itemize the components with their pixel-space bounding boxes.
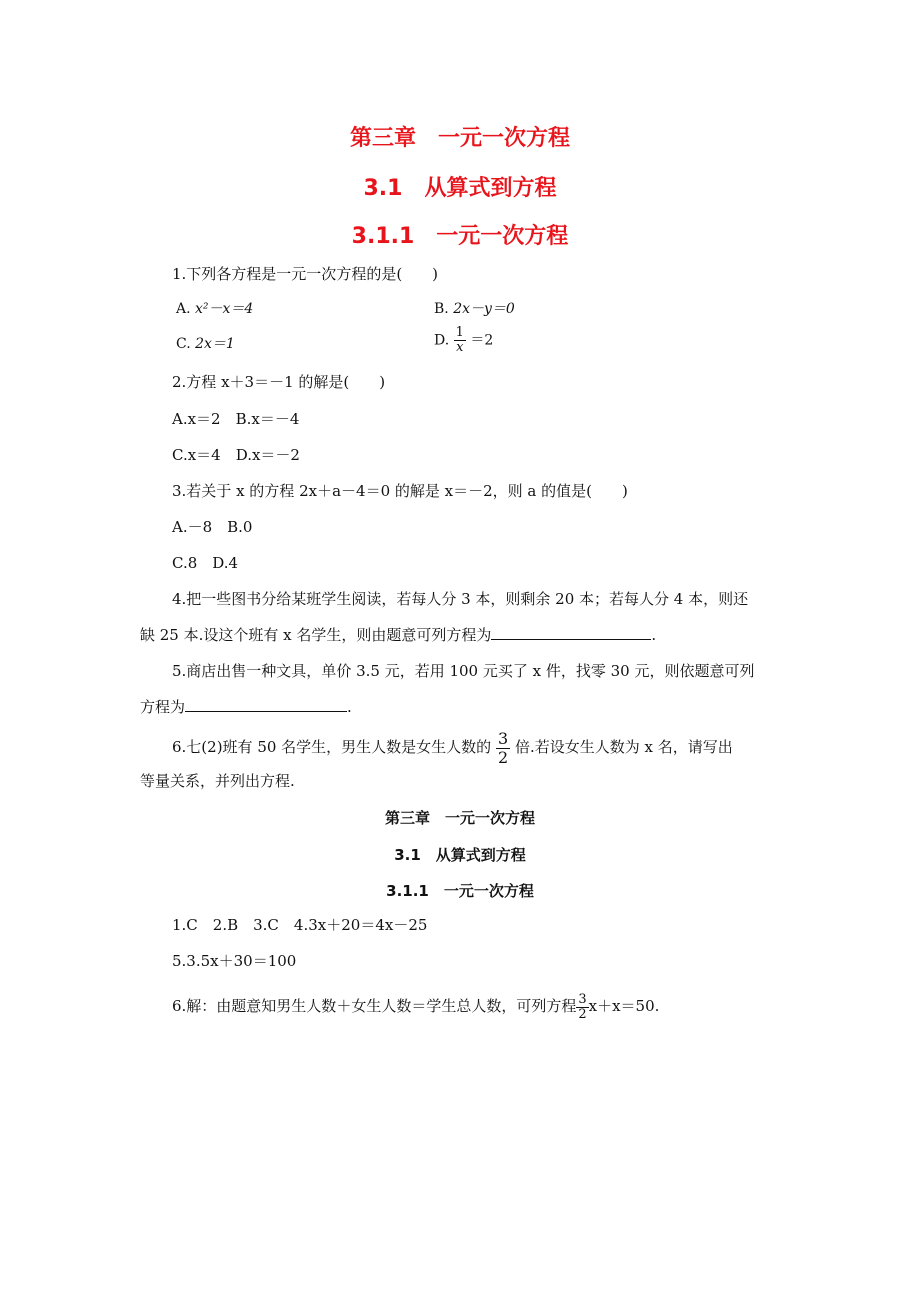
question-5-line-1: 5.商店出售一种文具，单价 3.5 元，若用 100 元买了 x 件，找零 30 元，则依题意可列 (172, 662, 755, 680)
option-label: B. (434, 301, 449, 317)
option-label: C. (176, 336, 191, 352)
question-4-text: 缺 25 本.设这个班有 x 名学生，则由题意可列方程为 (140, 626, 492, 644)
option-label: D. (434, 332, 450, 349)
fraction-denominator: x (456, 340, 464, 355)
question-5-text: 方程为 (140, 698, 186, 716)
question-2-options-row-1: A.x＝2 B.x＝－4 (172, 410, 300, 428)
question-1-option-c (176, 334, 235, 354)
fraction-numerator: 3 (578, 991, 587, 1007)
answer-section-title: 3.1 从算式到方程 (394, 846, 526, 864)
question-6-line-2: 等量关系，并列出方程. (140, 772, 295, 790)
question-4-line-2 (140, 625, 656, 645)
question-1-option-a (176, 299, 253, 319)
fraction (576, 993, 588, 1022)
fraction (496, 730, 510, 767)
answer-chapter-title: 第三章 一元一次方程 (384, 809, 535, 827)
question-2-options-row-2: C.x＝4 D.x＝－2 (172, 446, 300, 464)
fraction-denominator: 2 (497, 747, 509, 767)
answer-6-text-b: x＋x＝50. (588, 997, 660, 1015)
question-5-line-2 (140, 697, 352, 717)
fraction-numerator: 3 (497, 728, 509, 748)
question-3-options-row-1: A.－8 B.0 (172, 518, 253, 536)
chapter-title: 第三章 一元一次方程 (349, 126, 570, 151)
option-expression: ＝2 (470, 332, 494, 349)
question-2-stem: 2.方程 x＋3＝－1 的解是( ) (172, 373, 386, 391)
option-expression: x²－x＝4 (195, 301, 254, 317)
answer-line-3 (172, 986, 659, 1026)
question-3-stem: 3.若关于 x 的方程 2x＋a－4＝0 的解是 x＝－2，则 a 的值是( ) (172, 482, 628, 500)
option-label: A. (176, 301, 191, 317)
section-title: 3.1 从算式到方程 (363, 176, 557, 201)
question-1-stem: 1.下列各方程是一元一次方程的是( ) (172, 265, 439, 283)
question-4-line-1: 4.把一些图书分给某班学生阅读，若每人分 3 本，则剩余 20 本；若每人分 4 本，则还 (172, 590, 749, 608)
question-4-end: . (651, 626, 657, 644)
question-6-text-b: 倍.若设女生人数为 x 名，请写出 (514, 738, 733, 756)
option-expression: 2x＝1 (195, 336, 235, 352)
question-1-option-b (434, 299, 515, 319)
fraction-denominator: 2 (578, 1006, 587, 1022)
question-6-line-1 (172, 727, 733, 767)
question-5-end: . (347, 698, 352, 716)
question-6-text-a: 6.七(2)班有 50 名学生，男生人数是女生人数的 (172, 738, 492, 756)
answer-blank[interactable] (185, 697, 347, 712)
question-3-options-row-2: C.8 D.4 (172, 554, 239, 572)
answer-6-text-a: 6.解：由题意知男生人数＋女生人数＝学生总人数，可列方程 (172, 997, 577, 1015)
subsection-title: 3.1.1 一元一次方程 (351, 224, 569, 249)
answer-subsection-title: 3.1.1 一元一次方程 (386, 882, 534, 900)
fraction-numerator: 1 (455, 325, 464, 340)
answer-line-1: 1.C 2.B 3.C 4.3x＋20＝4x－25 (172, 916, 428, 934)
answer-blank[interactable] (491, 625, 651, 640)
answer-line-2: 5.3.5x＋30＝100 (172, 952, 297, 970)
fraction (454, 326, 466, 355)
question-1-option-d (434, 326, 493, 355)
option-expression: 2x－y＝0 (453, 301, 515, 317)
